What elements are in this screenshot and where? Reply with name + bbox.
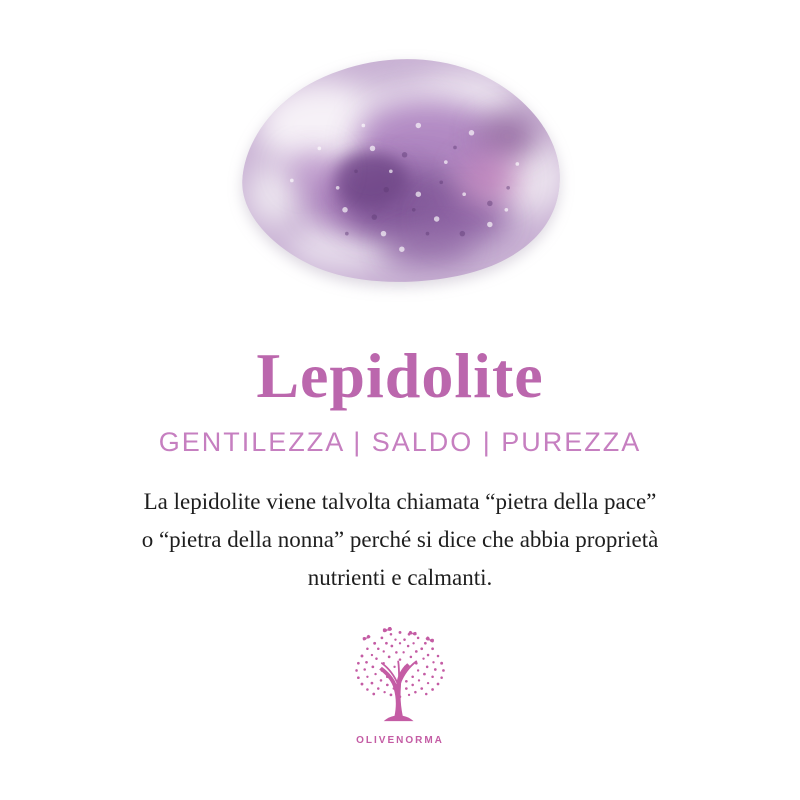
stone-description bbox=[0, 483, 800, 597]
brand-logo bbox=[0, 627, 800, 746]
description-line: La lepidolite viene talvolta chiamata “pietra della pace” bbox=[143, 489, 657, 514]
brand-name: OLIVENORMA bbox=[356, 735, 444, 746]
lepidolite-stone-photo bbox=[235, 52, 565, 286]
description-line: nutrienti e calmanti. bbox=[307, 565, 493, 590]
stone-title: Lepidolite bbox=[256, 340, 544, 411]
stone-keywords: GENTILEZZA | SALDO | PUREZZA bbox=[158, 427, 642, 457]
description-line: o “pietra della nonna” perché si dice che abbia proprietà bbox=[141, 527, 659, 552]
olivenorma-tree-icon bbox=[342, 627, 458, 732]
